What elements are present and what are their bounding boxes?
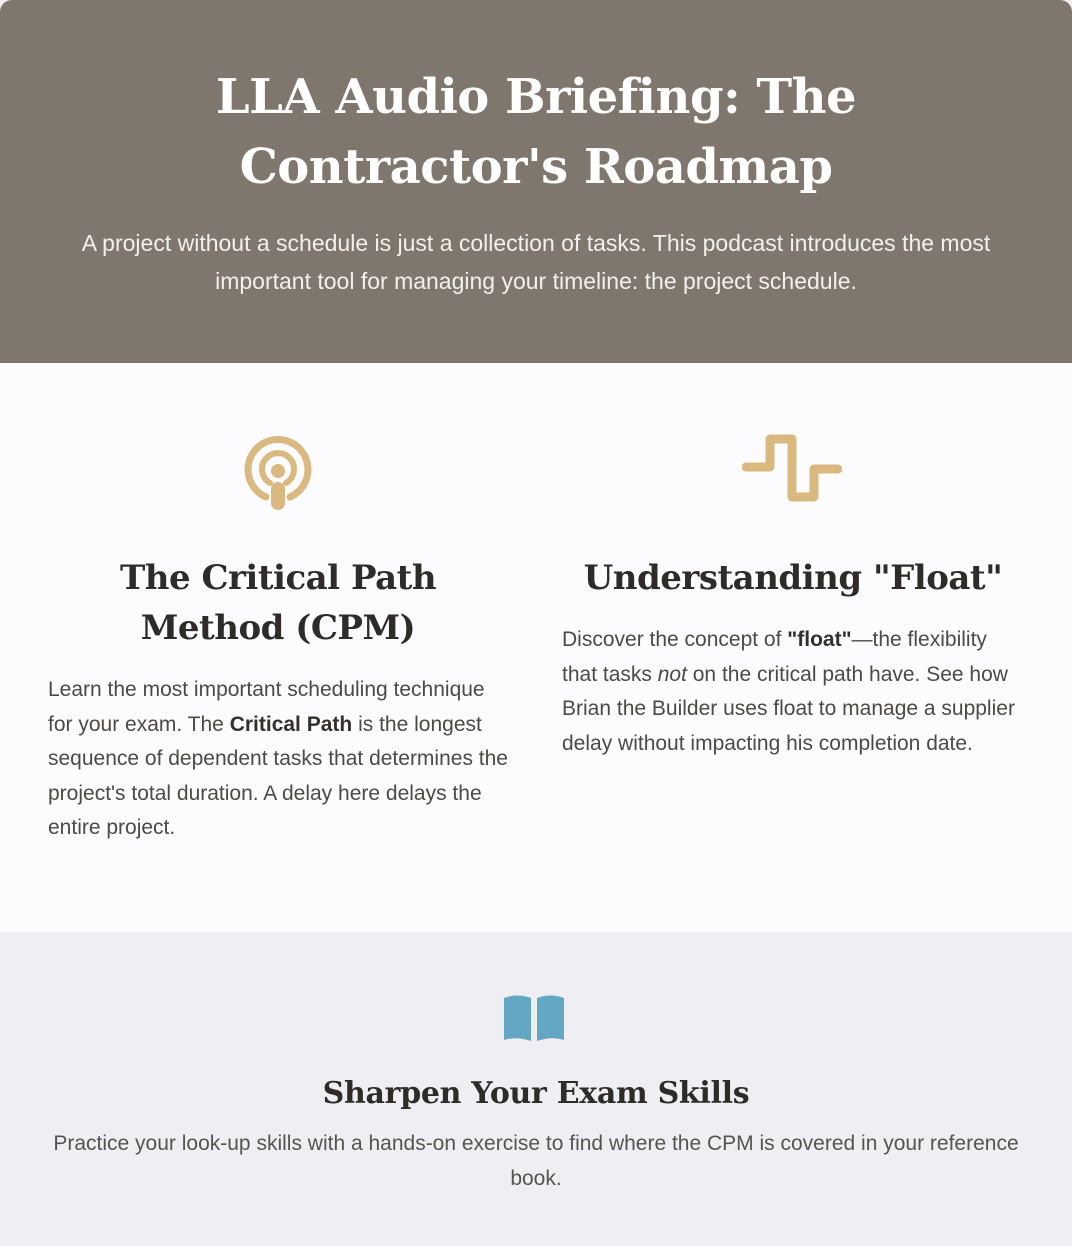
feature-description xyxy=(48,673,510,846)
feature-text: is the longest sequence of dependent tasks that determines the project's total duration. A delay here delays the entire project. xyxy=(48,712,508,839)
feature-text: on the critical path have. See how Brian the Builder uses float to manage a supplier delay without impacting his completion date. xyxy=(562,662,1015,755)
page-subtitle: A project without a schedule is just a collection of tasks. This podcast introduces the most important tool for managing your timeline: the project schedule. xyxy=(81,230,991,294)
podcast-icon xyxy=(228,433,328,513)
exam-skills-section xyxy=(0,932,1072,1246)
wave-square-icon xyxy=(742,433,842,513)
skills-description: Practice your look-up skills with a hands-on exercise to find where the CPM is covered in your reference book. xyxy=(53,1132,1019,1190)
skills-title: Sharpen Your Exam Skills xyxy=(322,1076,750,1111)
features-section xyxy=(0,363,1072,932)
page-title: LLA Audio Briefing: The Contractor's Roadmap xyxy=(215,69,857,195)
feature-title: The Critical Path Method (CPM) xyxy=(119,558,437,648)
feature-bold-term: Critical Path xyxy=(229,712,353,736)
feature-description xyxy=(562,623,1024,761)
feature-title: Understanding "Float" xyxy=(583,558,1003,598)
header-banner xyxy=(0,0,1072,363)
feature-text: Discover the concept of xyxy=(562,628,788,651)
feature-text: —the flexibility that tasks xyxy=(562,628,987,686)
feature-italic-term: not xyxy=(657,662,687,686)
feature-bold-term: "float" xyxy=(787,628,852,651)
feature-text: Learn the most important scheduling technique for your exam. The xyxy=(48,678,485,736)
book-open-icon xyxy=(502,994,566,1042)
